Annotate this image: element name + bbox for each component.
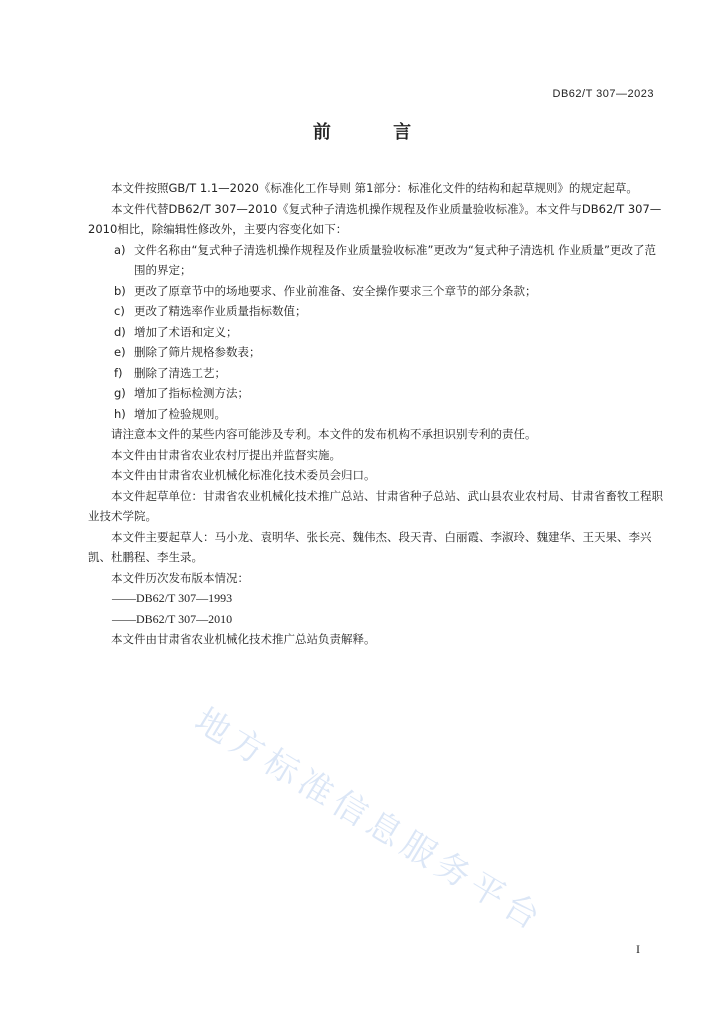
list-marker: d) — [114, 324, 126, 339]
page-title: 前 言 — [312, 122, 440, 143]
list-item-text: 增加了检验规则。 — [134, 406, 226, 421]
change-list-item — [88, 301, 666, 322]
committee-paragraph: 本文件由甘肃省农业机械化标准化技术委员会归口。 — [111, 468, 376, 482]
list-item-text: 删除了筛片规格参数表； — [134, 345, 261, 359]
list-item-text: 增加了术语和定义； — [134, 324, 238, 339]
page-number: I — [636, 942, 640, 956]
list-marker: g) — [114, 386, 126, 400]
list-item-text: 更改了原章节中的场地要求、作业前准备、安全操作要求三个章节的部分条款； — [134, 283, 537, 298]
list-marker: a) — [114, 242, 126, 257]
drafting-units-paragraph: 本文件起草单位：甘肃省农业机械化技术推广总站、甘肃省种子总站、武山县农业农村局、甘肃省畜牧工程职业技术学院。 — [88, 488, 663, 523]
list-marker: e) — [114, 345, 126, 359]
change-list-item — [88, 281, 666, 302]
interpretation-paragraph: 本文件由甘肃省农业机械化技术推广总站负责解释。 — [111, 632, 376, 646]
list-marker: b) — [114, 283, 126, 298]
document-code: DB62/T 307—2023 — [552, 88, 654, 100]
change-list-item — [88, 342, 666, 363]
replacement-paragraph: 本文件代替DB62/T 307—2010《复式种子清选机操作规程及作业质量验收标准》。本文件与DB62/T 307—2010相比，除编辑性修改外，主要内容变化如下： — [88, 201, 662, 236]
list-item-text: 更改了精选率作业质量指标数值； — [134, 304, 307, 318]
list-marker: f) — [114, 365, 123, 380]
patent-notice-paragraph: 请注意本文件的某些内容可能涉及专利。本文件的发布机构不承担识别专利的责任。 — [111, 427, 537, 441]
list-item-text: 增加了指标检测方法； — [134, 386, 249, 400]
change-list-item — [88, 404, 666, 425]
drafters-paragraph: 本文件主要起草人：马小龙、袁明华、张长亮、魏伟杰、段天青、白丽霞、李淑玲、魏建华、王天果、李兴凯、杜鹏程、李生录。 — [88, 529, 652, 564]
list-marker: c) — [114, 304, 125, 318]
history-item: ——DB62/T 307—2010 — [112, 611, 233, 626]
history-item: ——DB62/T 307—1993 — [112, 591, 233, 605]
proposer-paragraph: 本文件由甘肃省农业农村厅提出并监督实施。 — [111, 447, 341, 462]
list-marker: h) — [114, 406, 126, 421]
change-list — [88, 240, 666, 425]
foreword-body — [88, 178, 666, 650]
change-list-item — [88, 383, 666, 404]
change-list-item — [88, 240, 666, 281]
watermark: 地方标准信息服务平台 — [187, 700, 552, 941]
change-list-item — [88, 322, 666, 343]
list-item-text: 删除了清选工艺； — [134, 365, 226, 380]
drafting-rule-paragraph: 本文件按照GB/T 1.1—2020《标准化工作导则 第1部分：标准化文件的结构和起草规则》的规定起草。 — [111, 181, 638, 195]
change-list-item — [88, 363, 666, 384]
list-item-text: 文件名称由“复式种子清选机操作规程及作业质量验收标准”更改为“复式种子清选机 作业质量”更改了范围的界定； — [134, 242, 656, 277]
history-intro-paragraph: 本文件历次发布版本情况： — [111, 570, 249, 585]
